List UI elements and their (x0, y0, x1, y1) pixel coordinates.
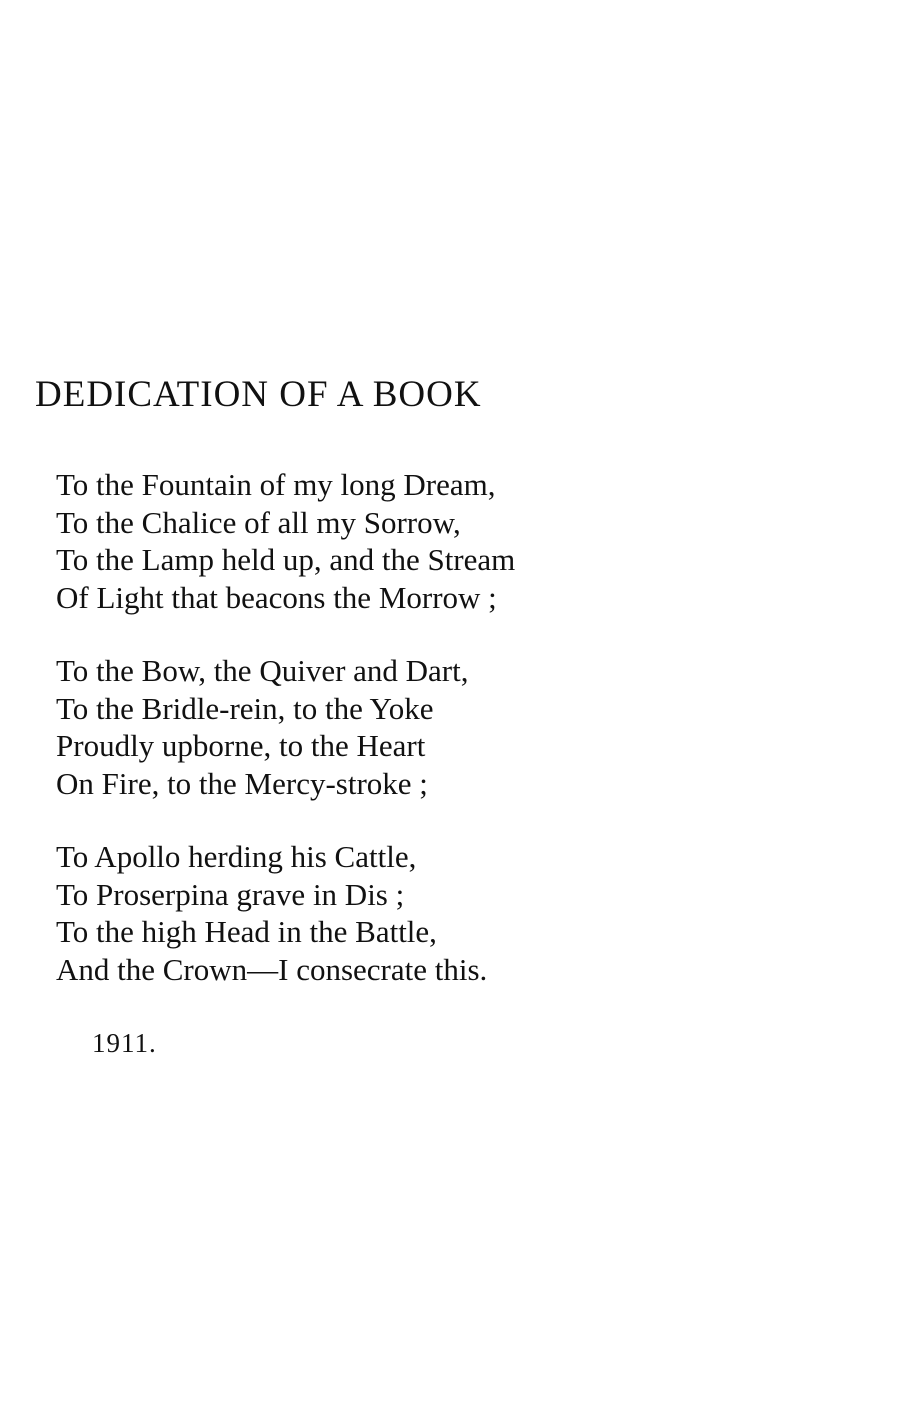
poem-title: DEDICATION OF A BOOK (35, 374, 482, 415)
poem-line: On Fire, to the Mercy-stroke ; (56, 765, 428, 801)
poem-line: To the Bow, the Quiver and Dart, (56, 653, 469, 688)
poem-line: And the Crown—I consecrate this. (56, 951, 488, 987)
poem-line: To Apollo herding his Cattle, (56, 839, 417, 874)
stanza-3 (56, 838, 515, 988)
poem-line: Of Light that beacons the Morrow ; (56, 579, 497, 615)
stanza-2 (56, 652, 515, 802)
poem-line: To Proserpina grave in Dis ; (56, 876, 405, 912)
poem-line: Proudly upborne, to the Heart (56, 728, 426, 763)
stanza-1 (56, 466, 515, 616)
poem-line: To the Chalice of all my Sorrow, (56, 504, 461, 540)
poem-line: To the high Head in the Battle, (56, 914, 437, 949)
poem-body (56, 466, 515, 1024)
poem-line: To the Lamp held up, and the Stream (56, 542, 516, 577)
poem-date: 1911. (92, 1028, 157, 1058)
poem-line: To the Fountain of my long Dream, (56, 467, 496, 502)
poem-line: To the Bridle-rein, to the Yoke (56, 690, 434, 726)
